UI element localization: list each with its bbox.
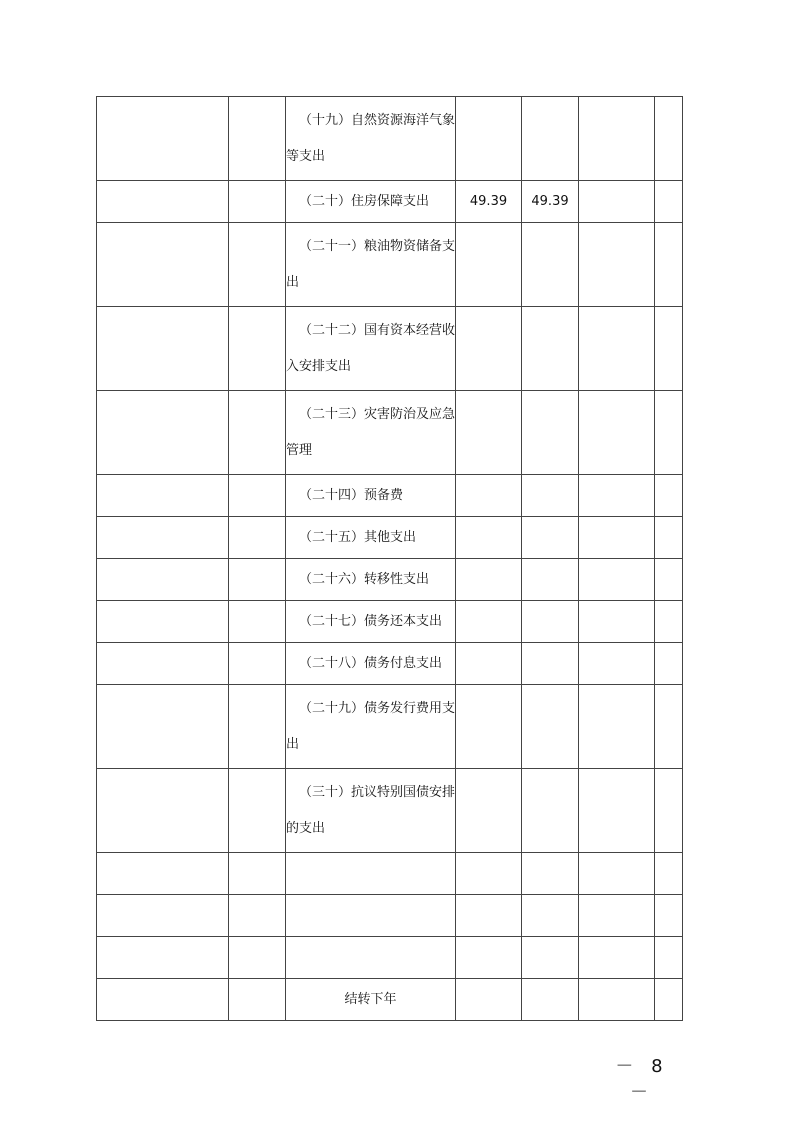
blank-cell — [229, 97, 286, 181]
blank-cell — [229, 307, 286, 391]
blank-cell — [655, 601, 683, 643]
blank-cell — [229, 853, 286, 895]
blank-cell — [97, 517, 229, 559]
amount-cell — [456, 391, 522, 475]
blank-cell — [97, 601, 229, 643]
expenditure-item — [286, 853, 456, 895]
blank-cell — [655, 181, 683, 223]
table-row — [97, 307, 683, 391]
table-row — [97, 601, 683, 643]
blank-cell — [97, 937, 229, 979]
amount-cell — [456, 97, 522, 181]
blank-cell — [655, 643, 683, 685]
table-row — [97, 517, 683, 559]
blank-cell — [655, 475, 683, 517]
blank-cell — [579, 307, 655, 391]
expenditure-item: （十九）自然资源海洋气象等支出 — [286, 97, 456, 181]
expenditure-item: （二十八）债务付息支出 — [286, 643, 456, 685]
blank-cell — [97, 559, 229, 601]
blank-cell — [97, 97, 229, 181]
blank-cell — [655, 937, 683, 979]
blank-cell — [579, 979, 655, 1021]
expenditure-item — [286, 895, 456, 937]
blank-cell — [229, 475, 286, 517]
blank-cell — [655, 979, 683, 1021]
amount-cell: 49.39 — [522, 181, 579, 223]
amount-cell — [522, 307, 579, 391]
table-row — [97, 391, 683, 475]
amount-cell — [522, 97, 579, 181]
blank-cell — [655, 895, 683, 937]
expenditure-item — [286, 937, 456, 979]
expenditure-item: （二十三）灾害防治及应急管理 — [286, 391, 456, 475]
amount-cell — [522, 559, 579, 601]
carryover-label: 结转下年 — [286, 979, 456, 1021]
blank-cell — [229, 937, 286, 979]
amount-cell — [522, 937, 579, 979]
amount-cell — [522, 391, 579, 475]
page-number: － 8 － — [615, 1056, 669, 1103]
amount-cell — [456, 853, 522, 895]
blank-cell — [579, 475, 655, 517]
amount-cell: 49.39 — [456, 181, 522, 223]
blank-cell — [97, 769, 229, 853]
blank-cell — [97, 391, 229, 475]
blank-cell — [655, 307, 683, 391]
table-row — [97, 769, 683, 853]
blank-cell — [97, 643, 229, 685]
blank-cell — [655, 97, 683, 181]
table-row — [97, 853, 683, 895]
table-row — [97, 475, 683, 517]
blank-cell — [229, 559, 286, 601]
blank-cell — [655, 685, 683, 769]
table-row — [97, 979, 683, 1021]
table-row — [97, 937, 683, 979]
blank-cell — [579, 181, 655, 223]
expenditure-item: （二十一）粮油物资储备支出 — [286, 223, 456, 307]
expenditure-item: （二十四）预备费 — [286, 475, 456, 517]
amount-cell — [456, 643, 522, 685]
blank-cell — [579, 97, 655, 181]
amount-cell — [456, 979, 522, 1021]
blank-cell — [229, 979, 286, 1021]
blank-cell — [97, 853, 229, 895]
expenditure-item: （二十六）转移性支出 — [286, 559, 456, 601]
amount-cell — [522, 895, 579, 937]
amount-cell — [522, 517, 579, 559]
blank-cell — [579, 223, 655, 307]
amount-cell — [456, 685, 522, 769]
amount-cell — [456, 475, 522, 517]
blank-cell — [97, 223, 229, 307]
blank-cell — [229, 391, 286, 475]
table-row — [97, 685, 683, 769]
blank-cell — [229, 517, 286, 559]
amount-cell — [456, 559, 522, 601]
blank-cell — [579, 517, 655, 559]
expenditure-item: （二十二）国有资本经营收入安排支出 — [286, 307, 456, 391]
blank-cell — [229, 601, 286, 643]
blank-cell — [579, 601, 655, 643]
blank-cell — [97, 307, 229, 391]
blank-cell — [655, 517, 683, 559]
table-row — [97, 97, 683, 181]
blank-cell — [229, 769, 286, 853]
amount-cell — [522, 685, 579, 769]
table-row — [97, 181, 683, 223]
amount-cell — [522, 979, 579, 1021]
amount-cell — [522, 643, 579, 685]
blank-cell — [579, 769, 655, 853]
expenditure-item: （二十七）债务还本支出 — [286, 601, 456, 643]
blank-cell — [579, 853, 655, 895]
budget-table — [96, 96, 683, 1021]
blank-cell — [579, 937, 655, 979]
blank-cell — [655, 391, 683, 475]
amount-cell — [456, 769, 522, 853]
blank-cell — [579, 391, 655, 475]
blank-cell — [655, 223, 683, 307]
blank-cell — [97, 181, 229, 223]
amount-cell — [522, 769, 579, 853]
amount-cell — [522, 853, 579, 895]
blank-cell — [579, 895, 655, 937]
table-row — [97, 643, 683, 685]
amount-cell — [522, 601, 579, 643]
blank-cell — [229, 895, 286, 937]
table-row — [97, 223, 683, 307]
blank-cell — [97, 475, 229, 517]
blank-cell — [97, 979, 229, 1021]
blank-cell — [97, 685, 229, 769]
blank-cell — [229, 685, 286, 769]
expenditure-item: （二十九）债务发行费用支出 — [286, 685, 456, 769]
blank-cell — [579, 559, 655, 601]
amount-cell — [456, 517, 522, 559]
amount-cell — [456, 223, 522, 307]
amount-cell — [522, 475, 579, 517]
expenditure-item: （三十）抗议特别国债安排的支出 — [286, 769, 456, 853]
table-row — [97, 559, 683, 601]
blank-cell — [229, 181, 286, 223]
blank-cell — [229, 643, 286, 685]
blank-cell — [655, 559, 683, 601]
blank-cell — [579, 643, 655, 685]
amount-cell — [456, 937, 522, 979]
amount-cell — [456, 307, 522, 391]
amount-cell — [456, 895, 522, 937]
amount-cell — [456, 601, 522, 643]
blank-cell — [655, 853, 683, 895]
blank-cell — [579, 685, 655, 769]
table-row — [97, 895, 683, 937]
expenditure-item: （二十）住房保障支出 — [286, 181, 456, 223]
blank-cell — [655, 769, 683, 853]
blank-cell — [229, 223, 286, 307]
expenditure-item: （二十五）其他支出 — [286, 517, 456, 559]
blank-cell — [97, 895, 229, 937]
amount-cell — [522, 223, 579, 307]
